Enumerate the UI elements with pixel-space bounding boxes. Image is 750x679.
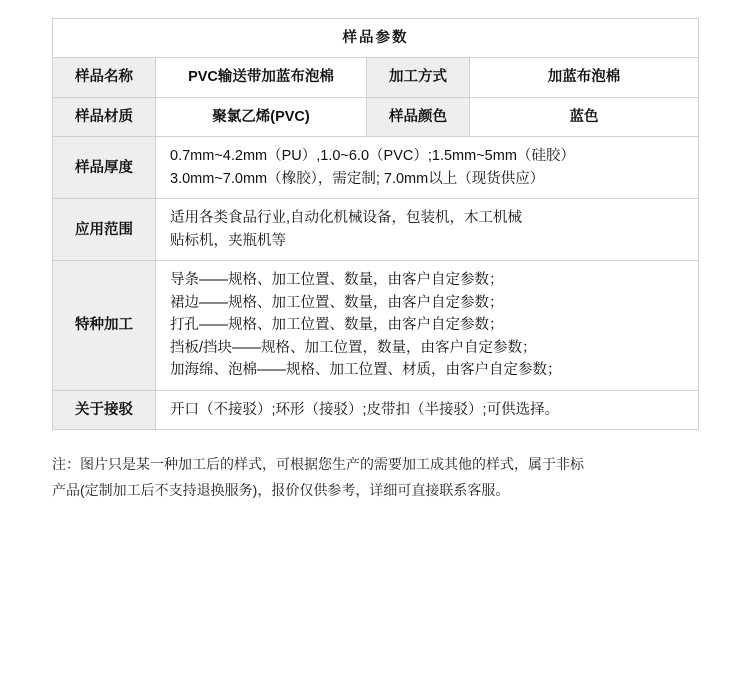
table-row: [53, 390, 699, 429]
text-line: 0.7mm~4.2mm（PU）,1.0~6.0（PVC）;1.5mm~5mm（硅胶）: [170, 148, 575, 165]
text-line: 适用各类食品行业,自动化机械设备，包装机，木工机械: [170, 210, 523, 227]
row-value-sample-color: 蓝色: [470, 97, 699, 136]
table-row: [53, 261, 699, 390]
table-row: [53, 199, 699, 261]
row-label-sample-name: 样品名称: [53, 58, 156, 97]
row-label-sample-material: 样品材质: [53, 97, 156, 136]
table-row-title: [53, 19, 699, 58]
text-line: 开口（不接驳）;环形（接驳）;皮带扣（半接驳）;可供选择。: [170, 401, 560, 418]
footnote: [52, 452, 698, 504]
row-value-sample-name: PVC输送带加蓝布泡棉: [156, 58, 367, 97]
row-label-special-processing: 特种加工: [53, 261, 156, 390]
row-value-joining: [156, 390, 699, 429]
table-row: [53, 97, 699, 136]
row-value-thickness: [156, 137, 699, 199]
text-line: 裙边——规格、加工位置、数量，由客户自定参数；: [170, 294, 504, 311]
table-row: [53, 137, 699, 199]
row-value-processing-method: 加蓝布泡棉: [470, 58, 699, 97]
text-line: 打孔——规格、加工位置、数量，由客户自定参数；: [170, 317, 504, 334]
footnote-line: 产品(定制加工后不支持退换服务)，报价仅供参考，详细可直接联系客服。: [52, 481, 510, 498]
text-line: 3.0mm~7.0mm（橡胶），需定制; 7.0mm以上（现货供应）: [170, 170, 545, 187]
row-value-sample-material: 聚氯乙烯(PVC): [156, 97, 367, 136]
row-label-processing-method: 加工方式: [367, 58, 470, 97]
text-line: 加海绵、泡棉——规格、加工位置、材质，由客户自定参数；: [170, 362, 562, 379]
row-label-sample-color: 样品颜色: [367, 97, 470, 136]
text-line: 导条——规格、加工位置、数量，由客户自定参数；: [170, 272, 504, 289]
text-line: 贴标机，夹瓶机等: [170, 232, 286, 249]
row-value-special-processing: [156, 261, 699, 390]
footnote-line: 注：图片只是某一种加工后的样式，可根据您生产的需要加工成其他的样式，属于非标: [52, 456, 584, 473]
row-label-thickness: 样品厚度: [53, 137, 156, 199]
page-title: 样品参数: [53, 19, 699, 58]
row-label-application-scope: 应用范围: [53, 199, 156, 261]
sample-parameter-table: [52, 18, 699, 430]
text-line: 挡板/挡块——规格、加工位置，数量，由客户自定参数；: [170, 339, 537, 356]
row-label-joining: 关于接驳: [53, 390, 156, 429]
row-value-application-scope: [156, 199, 699, 261]
table-row: [53, 58, 699, 97]
